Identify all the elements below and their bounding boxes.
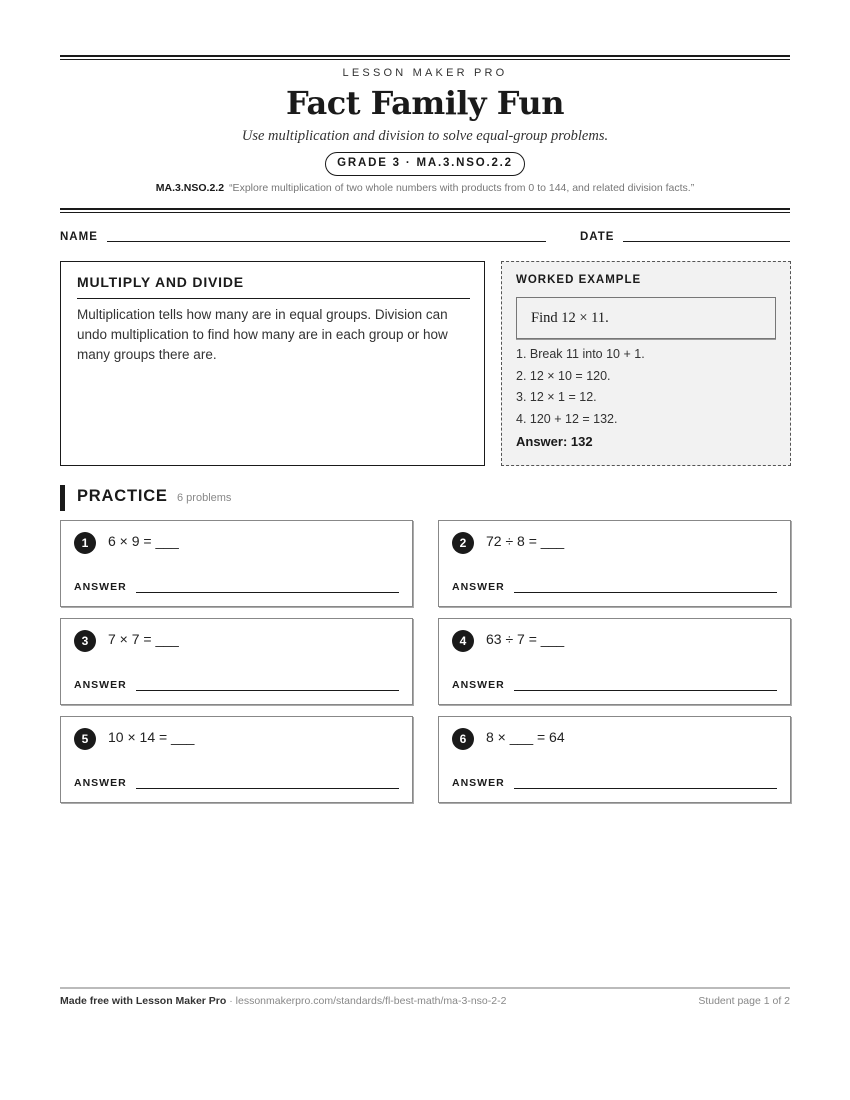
answer-label: ANSWER [74,679,127,691]
concept-body: Multiplication tells how many are in equal groups. Division can undo multiplication to find how many are in each group or how many groups there are. [77,307,448,362]
problem-text: 8 × ___ = 64 [486,729,565,745]
footer-credit [60,995,506,1007]
answer-line[interactable] [136,690,399,691]
problem-card-1 [60,520,413,607]
worked-example-box [501,261,791,466]
standard-description [60,182,790,194]
problem-card-4 [438,618,791,705]
header-bottom-rule-thin [60,212,790,213]
problem-text: 10 × 14 = ___ [108,729,195,745]
answer-label: ANSWER [74,581,127,593]
worked-step: 2. 12 × 10 = 120. [516,368,611,383]
worksheet-title: Fact Family Fun [286,84,564,122]
worked-step: 3. 12 × 1 = 12. [516,390,597,404]
concept-heading: MULTIPLY AND DIVIDE [77,274,244,290]
concept-divider [77,298,470,299]
problem-number-badge: 5 [74,728,96,750]
problem-text: 6 × 9 = ___ [108,533,179,549]
answer-label: ANSWER [74,777,127,789]
problem-card-6 [438,716,791,803]
practice-accent-bar [60,485,65,511]
top-rule-thick [60,55,790,57]
name-label: NAME [60,231,98,243]
problem-number-badge: 6 [452,728,474,750]
worksheet-subtitle: Use multiplication and division to solve equal-group problems. [241,128,609,144]
problem-number-badge: 1 [74,532,96,554]
problem-number-badge: 2 [452,532,474,554]
worked-example-steps [516,344,645,430]
problem-card-5 [60,716,413,803]
problem-card-2 [438,520,791,607]
practice-title: PRACTICE [77,487,168,505]
standard-text: “Explore multiplication of two whole numbers with products from 0 to 144, and related division facts.” [229,182,695,194]
answer-line[interactable] [514,690,777,691]
name-field-line[interactable] [107,241,546,242]
concept-box [60,261,485,466]
problem-card-3 [60,618,413,705]
grade-badge: GRADE 3 · MA.3.NSO.2.2 [325,152,525,176]
footer-page-number: Student page 1 of 2 [698,995,790,1007]
answer-line[interactable] [136,592,399,593]
problem-number-badge: 4 [452,630,474,652]
date-label: DATE [580,231,615,243]
problem-number-badge: 3 [74,630,96,652]
problem-text: 63 ÷ 7 = ___ [486,631,565,647]
footer-rule [60,987,790,989]
worked-example-prompt: Find 12 × 11. [516,297,776,339]
problem-text: 72 ÷ 8 = ___ [486,533,565,549]
answer-label: ANSWER [452,679,505,691]
worked-example-answer: Answer: 132 [516,434,593,449]
brand-name: LESSON MAKER PRO [342,67,508,79]
worked-step: 4. 120 + 12 = 132. [516,411,618,426]
worked-example-heading: WORKED EXAMPLE [516,274,642,286]
answer-line[interactable] [514,592,777,593]
answer-label: ANSWER [452,777,505,789]
worked-step: 1. Break 11 into 10 + 1. [516,347,645,361]
date-field-line[interactable] [623,241,790,242]
practice-count: 6 problems [177,492,232,504]
answer-line[interactable] [136,788,399,789]
problem-text: 7 × 7 = ___ [108,631,179,647]
header-bottom-rule-thick [60,208,790,210]
top-rule-thin [60,59,790,60]
answer-line[interactable] [514,788,777,789]
footer-made-with: Made free with Lesson Maker Pro [60,995,227,1007]
answer-label: ANSWER [452,581,505,593]
standard-code: MA.3.NSO.2.2 [155,182,225,194]
footer-url[interactable]: · lessonmakerpro.com/standards/fl-best-math/ma-3-nso-2-2 [229,995,507,1007]
